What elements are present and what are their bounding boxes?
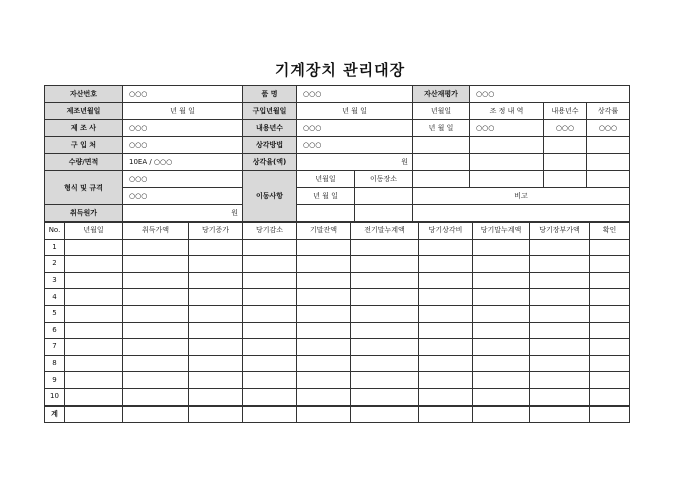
- ledger-cell[interactable]: [351, 339, 419, 356]
- ledger-cell[interactable]: [473, 322, 530, 339]
- purchase-date-label: 구입년월일: [243, 103, 297, 120]
- ledger-cell[interactable]: [65, 239, 123, 256]
- hist-cell[interactable]: [470, 137, 544, 154]
- ledger-cell[interactable]: [473, 239, 530, 256]
- page-title: 기계장치 관리대장: [274, 61, 406, 79]
- ledger-cell[interactable]: [530, 289, 590, 306]
- ledger-cell[interactable]: [590, 272, 630, 289]
- ledger-cell[interactable]: [123, 355, 189, 372]
- depreciation-ledger-table: [44, 222, 630, 423]
- ledger-header-cell: 당기장부가액: [530, 223, 590, 240]
- spec-label: 형식 및 규격: [45, 171, 123, 205]
- total-cell[interactable]: [189, 406, 243, 423]
- move-date-header: 년월일: [297, 171, 355, 187]
- ledger-cell[interactable]: [530, 388, 590, 405]
- ledger-cell[interactable]: [243, 256, 297, 273]
- mfg-date-label: 제조년월일: [45, 103, 123, 120]
- ledger-cell[interactable]: [243, 272, 297, 289]
- ledger-cell[interactable]: [351, 256, 419, 273]
- row-number: 3: [45, 272, 65, 289]
- total-cell[interactable]: [351, 406, 419, 423]
- hist-cell[interactable]: [470, 154, 544, 171]
- row-number: 7: [45, 339, 65, 356]
- ledger-cell[interactable]: [243, 239, 297, 256]
- hist-row-life[interactable]: ○○○: [544, 120, 587, 137]
- hist-cell[interactable]: [587, 154, 630, 171]
- ledger-cell[interactable]: [419, 239, 473, 256]
- total-row: [45, 406, 630, 423]
- ledger-cell[interactable]: [419, 272, 473, 289]
- row-number: 9: [45, 372, 65, 389]
- evaluator-value[interactable]: ○○○: [470, 86, 630, 103]
- ledger-cell[interactable]: [65, 372, 123, 389]
- ledger-cell[interactable]: [530, 372, 590, 389]
- hist-row-content[interactable]: ○○○: [470, 120, 544, 137]
- ledger-cell[interactable]: [189, 272, 243, 289]
- ledger-header-cell: 기말잔액: [297, 223, 351, 240]
- ledger-cell[interactable]: [189, 388, 243, 405]
- maker-label: 제 조 사: [45, 120, 123, 137]
- ledger-cell[interactable]: [530, 305, 590, 322]
- ledger-cell[interactable]: [65, 256, 123, 273]
- ledger-cell[interactable]: [590, 305, 630, 322]
- ledger-cell[interactable]: [351, 272, 419, 289]
- ledger-cell[interactable]: [590, 239, 630, 256]
- ledger-cell[interactable]: [297, 388, 351, 405]
- ledger-cell[interactable]: [189, 239, 243, 256]
- ledger-cell[interactable]: [65, 339, 123, 356]
- ledger-cell[interactable]: [590, 388, 630, 405]
- ledger-cell[interactable]: [530, 272, 590, 289]
- spec-value-1[interactable]: ○○○: [123, 171, 243, 188]
- ledger-cell[interactable]: [189, 289, 243, 306]
- hist-content-header: 조 정 내 역: [470, 103, 544, 120]
- remarks-value[interactable]: [413, 205, 630, 222]
- ledger-cell[interactable]: [473, 339, 530, 356]
- move-row-cell: [297, 205, 413, 222]
- hist-cell[interactable]: [413, 154, 470, 171]
- asset-no-value[interactable]: ○○○: [123, 86, 243, 103]
- ledger-cell[interactable]: [243, 289, 297, 306]
- hist-date-header: 년월일: [413, 103, 470, 120]
- ledger-header-cell: 당기말누계액: [473, 223, 530, 240]
- hist-life-header: 내용년수: [544, 103, 587, 120]
- ledger-cell[interactable]: [243, 355, 297, 372]
- ledger-cell[interactable]: [189, 355, 243, 372]
- remarks-header: 비고: [413, 188, 630, 205]
- ledger-cell[interactable]: [351, 355, 419, 372]
- ledger-cell[interactable]: [419, 289, 473, 306]
- row-number: 1: [45, 239, 65, 256]
- ledger-cell[interactable]: [297, 322, 351, 339]
- total-cell[interactable]: [530, 406, 590, 423]
- mfg-date-value[interactable]: 년 월 일: [123, 103, 243, 120]
- ledger-cell[interactable]: [297, 272, 351, 289]
- ledger-cell[interactable]: [530, 355, 590, 372]
- ledger-cell[interactable]: [419, 355, 473, 372]
- item-name-label: 품 명: [243, 86, 297, 103]
- row-number: 4: [45, 289, 65, 306]
- ledger-cell[interactable]: [590, 289, 630, 306]
- hist-cell[interactable]: [587, 171, 630, 188]
- qty-value[interactable]: 10EA / ○○○: [123, 154, 243, 171]
- ledger-cell[interactable]: [419, 372, 473, 389]
- spec-value-2[interactable]: ○○○: [123, 188, 243, 205]
- ledger-cell[interactable]: [123, 239, 189, 256]
- ledger-cell[interactable]: [419, 339, 473, 356]
- table-row: [45, 305, 630, 322]
- ledger-cell[interactable]: [65, 289, 123, 306]
- asset-info-table: [44, 85, 630, 222]
- item-name-value[interactable]: ○○○: [297, 86, 413, 103]
- table-row: [45, 289, 630, 306]
- hist-cell[interactable]: [544, 137, 587, 154]
- ledger-cell[interactable]: [590, 372, 630, 389]
- ledger-cell[interactable]: [123, 388, 189, 405]
- total-cell[interactable]: [243, 406, 297, 423]
- acq-cost-value[interactable]: 원: [123, 205, 243, 222]
- maker-value[interactable]: ○○○: [123, 120, 243, 137]
- ledger-cell[interactable]: [243, 322, 297, 339]
- total-label: 계: [45, 406, 65, 423]
- ledger-cell[interactable]: [473, 305, 530, 322]
- table-row: [45, 239, 630, 256]
- ledger-cell[interactable]: [419, 305, 473, 322]
- depr-method-label: 상각방법: [243, 137, 297, 154]
- evaluator-label: 자산재평가: [413, 86, 470, 103]
- ledger-cell[interactable]: [590, 355, 630, 372]
- ledger-cell[interactable]: [65, 355, 123, 372]
- table-row: [45, 355, 630, 372]
- table-row: [45, 256, 630, 273]
- ledger-cell[interactable]: [351, 372, 419, 389]
- ledger-cell[interactable]: [530, 339, 590, 356]
- ledger-header-cell: 당기상각비: [419, 223, 473, 240]
- table-row: [45, 322, 630, 339]
- ledger-cell[interactable]: [351, 322, 419, 339]
- ledger-cell[interactable]: [243, 388, 297, 405]
- qty-label: 수량/면적: [45, 154, 123, 171]
- total-cell[interactable]: [590, 406, 630, 423]
- ledger-cell[interactable]: [189, 372, 243, 389]
- move-place-value[interactable]: [355, 188, 412, 204]
- total-cell[interactable]: [297, 406, 351, 423]
- row-number: 5: [45, 305, 65, 322]
- life-value[interactable]: ○○○: [297, 120, 413, 137]
- ledger-cell[interactable]: [297, 256, 351, 273]
- hist-cell[interactable]: [544, 171, 587, 188]
- ledger-cell[interactable]: [123, 305, 189, 322]
- ledger-header-cell: 확인: [590, 223, 630, 240]
- ledger-cell[interactable]: [419, 388, 473, 405]
- ledger-header-cell: No.: [45, 223, 65, 240]
- table-row: [45, 339, 630, 356]
- ledger-cell[interactable]: [419, 256, 473, 273]
- ledger-cell[interactable]: [123, 272, 189, 289]
- ledger-cell[interactable]: [65, 322, 123, 339]
- acq-cost-label: 취득원가: [45, 205, 123, 222]
- move-place-value[interactable]: [355, 205, 412, 221]
- ledger-cell[interactable]: [243, 339, 297, 356]
- ledger-cell[interactable]: [123, 372, 189, 389]
- ledger-body: [45, 239, 630, 423]
- life-label: 내용년수: [243, 120, 297, 137]
- purchase-date-value[interactable]: 년 월 일: [297, 103, 413, 120]
- ledger-header-cell: 당기감소: [243, 223, 297, 240]
- ledger-header-cell: 당기증가: [189, 223, 243, 240]
- ledger-cell[interactable]: [65, 305, 123, 322]
- ledger-cell[interactable]: [297, 339, 351, 356]
- row-number: 2: [45, 256, 65, 273]
- ledger-cell[interactable]: [473, 388, 530, 405]
- ledger-cell[interactable]: [189, 322, 243, 339]
- ledger-cell[interactable]: [473, 372, 530, 389]
- ledger-cell[interactable]: [473, 272, 530, 289]
- ledger-cell[interactable]: [297, 372, 351, 389]
- ledger-cell[interactable]: [189, 256, 243, 273]
- ledger-cell[interactable]: [297, 239, 351, 256]
- ledger-cell[interactable]: [65, 272, 123, 289]
- ledger-cell[interactable]: [530, 322, 590, 339]
- ledger-cell[interactable]: [297, 289, 351, 306]
- ledger-header-cell: 전기말누계액: [351, 223, 419, 240]
- vendor-label: 구 입 처: [45, 137, 123, 154]
- ledger-cell[interactable]: [530, 256, 590, 273]
- ledger-cell[interactable]: [530, 239, 590, 256]
- table-row: [45, 388, 630, 405]
- ledger-header-row: [45, 223, 630, 240]
- row-number: 8: [45, 355, 65, 372]
- ledger-cell[interactable]: [473, 289, 530, 306]
- ledger-cell[interactable]: [123, 289, 189, 306]
- ledger-cell[interactable]: [351, 388, 419, 405]
- ledger-cell[interactable]: [123, 322, 189, 339]
- depr-method-value[interactable]: ○○○: [297, 137, 413, 154]
- move-place-header: 이동장소: [369, 175, 398, 183]
- row-number: 10: [45, 388, 65, 405]
- hist-row-depr[interactable]: ○○○: [587, 120, 630, 137]
- ledger-cell[interactable]: [590, 339, 630, 356]
- ledger-cell[interactable]: [590, 322, 630, 339]
- hist-cell[interactable]: [587, 137, 630, 154]
- ledger-cell[interactable]: [123, 339, 189, 356]
- ledger-cell[interactable]: [419, 322, 473, 339]
- ledger-header-cell: 취득가액: [123, 223, 189, 240]
- hist-cell[interactable]: [470, 171, 544, 188]
- ledger-cell[interactable]: [351, 239, 419, 256]
- hist-row-date[interactable]: 년 월 일: [413, 120, 470, 137]
- total-cell[interactable]: [123, 406, 189, 423]
- ledger-cell[interactable]: [297, 355, 351, 372]
- vendor-value[interactable]: ○○○: [123, 137, 243, 154]
- row-number: 6: [45, 322, 65, 339]
- ledger-cell[interactable]: [189, 339, 243, 356]
- depr-rate-label: 상각율(액): [243, 154, 297, 171]
- ledger-cell[interactable]: [123, 256, 189, 273]
- total-cell[interactable]: [65, 406, 123, 423]
- depr-rate-value[interactable]: 원: [297, 154, 413, 171]
- move-header-cell: [297, 171, 413, 188]
- ledger-cell[interactable]: [65, 388, 123, 405]
- total-cell[interactable]: [419, 406, 473, 423]
- hist-cell[interactable]: [413, 137, 470, 154]
- ledger-cell[interactable]: [243, 372, 297, 389]
- ledger-cell[interactable]: [351, 305, 419, 322]
- move-label: 이동사항: [243, 171, 297, 222]
- ledger-cell[interactable]: [243, 305, 297, 322]
- ledger-cell[interactable]: [351, 289, 419, 306]
- ledger-cell[interactable]: [473, 355, 530, 372]
- hist-depr-header: 상각률: [587, 103, 630, 120]
- table-row: [45, 272, 630, 289]
- hist-cell[interactable]: [544, 154, 587, 171]
- ledger-cell[interactable]: [189, 305, 243, 322]
- ledger-cell[interactable]: [297, 305, 351, 322]
- ledger-cell[interactable]: [473, 256, 530, 273]
- hist-cell[interactable]: [413, 171, 470, 188]
- asset-no-label: 자산번호: [45, 86, 123, 103]
- table-row: [45, 372, 630, 389]
- move-row-cell: [297, 188, 413, 205]
- total-cell[interactable]: [473, 406, 530, 423]
- move-date-value[interactable]: [297, 205, 355, 221]
- move-date-value[interactable]: 년 월 일: [297, 188, 355, 204]
- ledger-header-cell: 년월일: [65, 223, 123, 240]
- ledger-cell[interactable]: [590, 256, 630, 273]
